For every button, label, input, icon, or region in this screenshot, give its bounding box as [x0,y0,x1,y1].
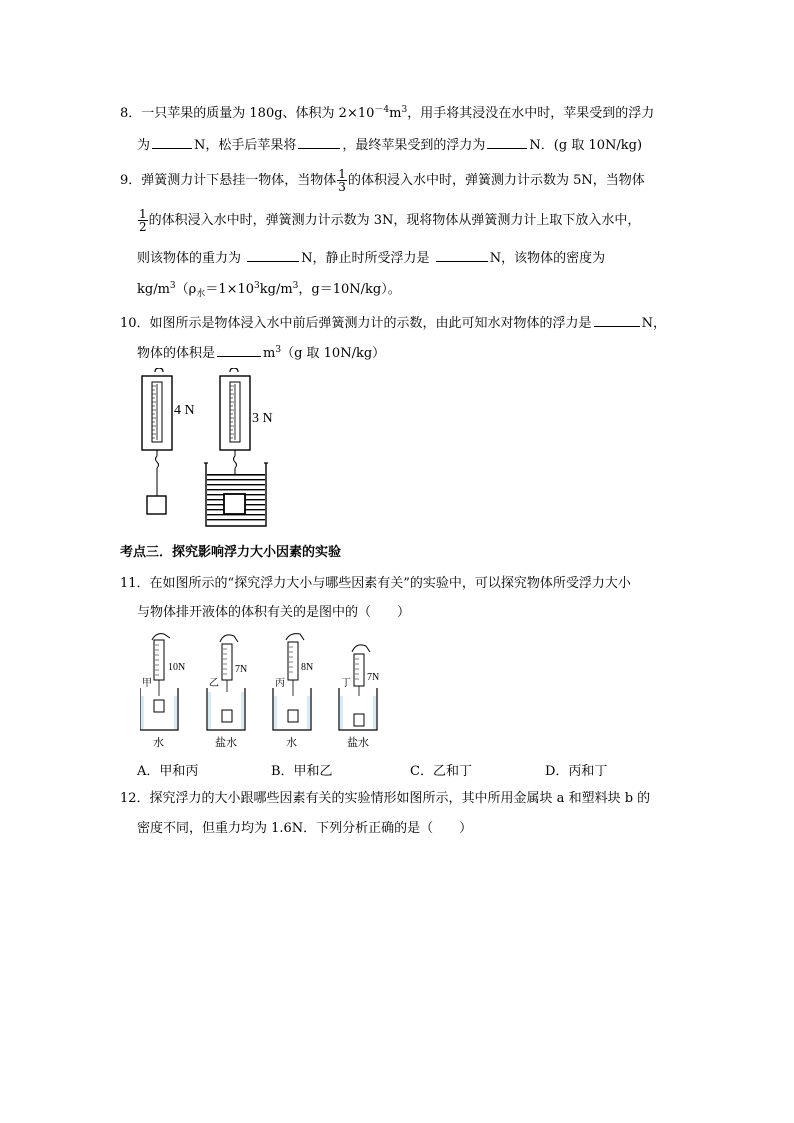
liquid-label-ding: 盐水 [347,737,369,749]
q8-line-2: 为 N，松手后苹果将 ，最终苹果受到的浮力为 N．(g 取 10N/kg) [137,135,642,155]
q10-spring-scale-figure [140,368,290,530]
answer-blank[interactable] [436,248,488,262]
scale-reading-label: 3 N [252,411,273,426]
tag-label-yi: 乙 [209,678,219,689]
q11-line-1: 11．在如图所示的“探究浮力大小与哪些因素有关”的实验中，可以探究物体所受浮力大小 [120,576,631,591]
tag-label-jia: 甲 [142,678,152,689]
answer-blank[interactable] [217,343,261,357]
option-b[interactable]: B．甲和乙 [271,764,333,779]
answer-blank[interactable] [298,135,340,149]
q9-line-4: $kg/m^3(\rho_水=1\times 10^3kg/m^3$，g＝10N/kg）。 [137,281,401,299]
q9-line-2: $\frac{1}{2}$ 的体积浸入水中时，弹簧测力计示数为 3N，现将物体从弹簧测力计上取下放入水中， [139,207,641,234]
liquid-label-bing: 水 [286,737,297,749]
reading-label-ding: 7N [367,672,380,683]
q11-line-2: 与物体排开液体的体积有关的是图中的（ ） [137,605,411,620]
fraction-one-half: $\frac{1}{2}$ [139,207,147,234]
q12-line-1: 12．探究浮力的大小跟哪些因素有关的实验情形如图所示，其中所用金属块 a 和塑料块 b 的 [120,791,651,806]
q8-line-1: 8．一只苹果的质量为 180g、体积为 $2\times 10^{-4}m^3$，用手将其浸没在水中时，苹果受到的浮力 [120,105,655,121]
tag-label-bing: 丙 [275,678,285,689]
reading-label-bing: 8N [301,662,314,673]
scale-reading-label: 4 N [174,403,195,418]
option-a[interactable]: A．甲和丙 [137,764,199,779]
answer-blank[interactable] [152,135,192,149]
tag-label-ding: 丁 [341,678,351,689]
reading-label-yi: 7N [235,664,248,675]
liquid-label-jia: 水 [153,737,164,749]
q12-line-2: 密度不同，但重力均为 1.6N．下列分析正确的是（ ） [137,821,473,836]
answer-blank[interactable] [594,313,640,327]
q10-line-1: 10．如图所示是物体浸入水中前后弹簧测力计的示数，由此可知水对物体的浮力是 N， [120,313,666,333]
answer-blank[interactable] [247,248,299,262]
fraction-one-third: $\frac{1}{3}$ [338,167,346,194]
answer-blank[interactable] [487,135,527,149]
q10-number: 10． [120,316,150,331]
q10-line-2: 物体的体积是 $m^3(g$ 取 10N/kg） [137,345,386,361]
q9-number: 9． [120,173,142,188]
spring-scale-right [204,368,268,526]
liquid-label-yi: 盐水 [215,737,237,749]
reading-label-jia: 10N [168,662,186,673]
spring-scale-left [142,368,172,514]
option-d[interactable]: D．丙和丁 [545,764,608,779]
q11-number: 11． [120,576,150,591]
q11-experiment-figure [140,630,400,752]
q8-number: 8． [120,106,142,121]
q12-number: 12． [120,791,150,806]
q9-line-3: 则该物体的重力为 N，静止时所受浮力是 N，该物体的密度为 [137,248,605,268]
option-c[interactable]: C．乙和丁 [410,764,472,779]
section-heading: 考点三．探究影响浮力大小因素的实验 [120,545,342,560]
q9-line-1: 9．弹簧测力计下悬挂一物体，当物体 $\frac{1}{3}$ 的体积浸入水中时，弹簧测力计示数为 5N，当物体 [120,167,645,194]
